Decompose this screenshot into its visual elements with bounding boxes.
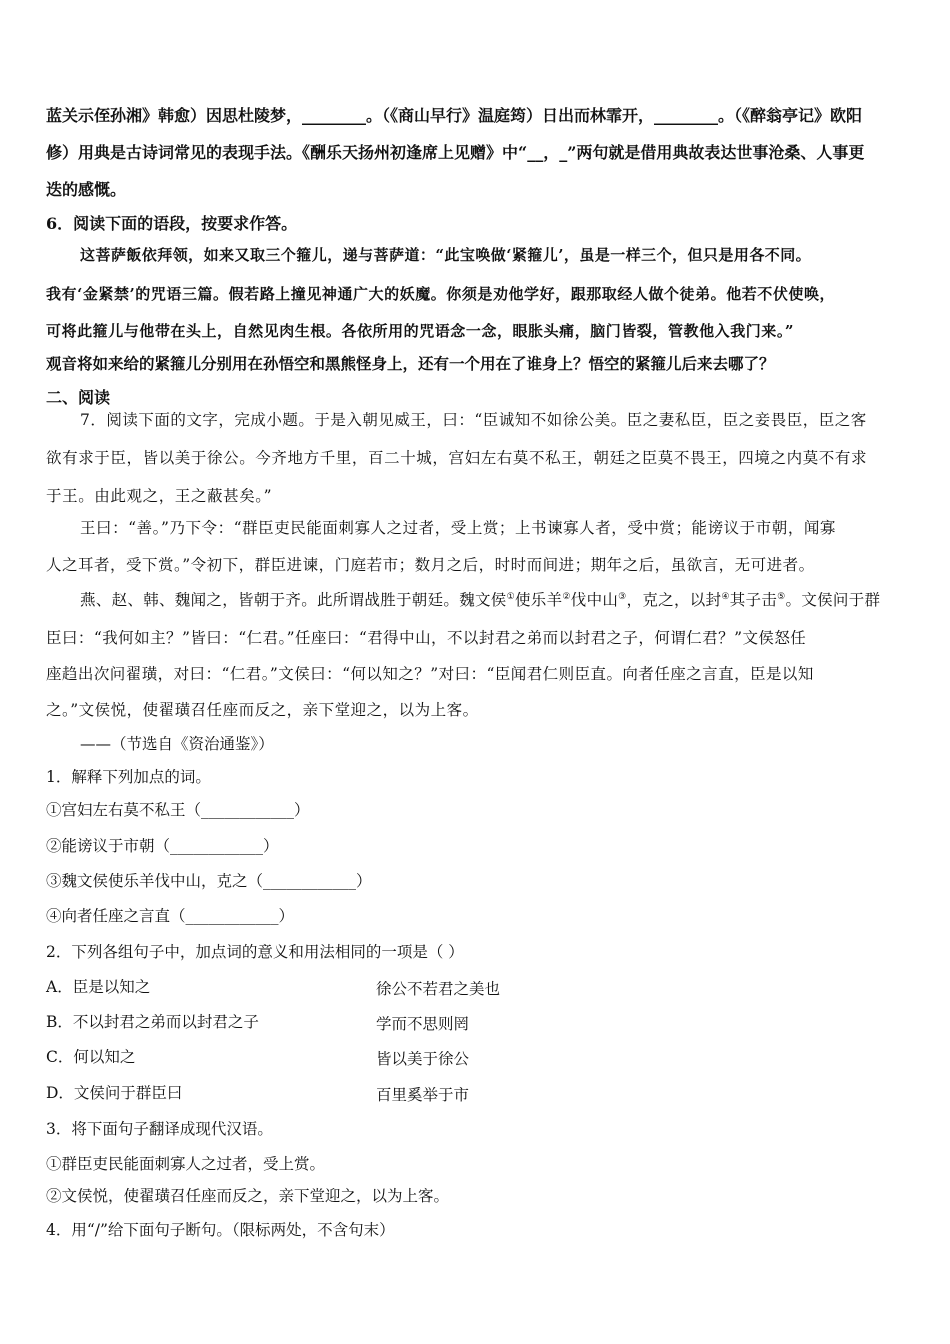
q7-line-9: 之。”文侯悦，使翟璜召任座而反之，亲下堂迎之，以为上客。 [46, 701, 479, 719]
q7-line-6-b: 使乐羊 [514, 591, 563, 609]
q7-line-3: 于王。由此观之，王之蔽甚矣。” [46, 487, 273, 505]
sub3-title: 3．将下面句子翻译成现代汉语。 [46, 1120, 273, 1138]
q6-passage-line-3: 可将此箍儿与他带在头上，自然见肉生根。各依所用的咒语念一念，眼胀头痛，脑门皆裂，管教他入我门来。” [46, 322, 795, 340]
q7-line-6 [80, 590, 880, 610]
sub1-item-4: ④向者任座之言直（____________） [46, 907, 295, 925]
section-2-title: 二、阅读 [46, 388, 111, 407]
q6-passage-line-2: 我有‘金紧禁’的咒语三篇。假若路上撞见神通广大的妖魔。你须是劝他学好，跟那取经人做个徒弟。他若不伏使唤， [46, 285, 836, 303]
q7-line-6-d: ，克之，以封 [626, 591, 722, 609]
q7-line-7: 臣曰：“我何如主？”皆曰：“仁君。”任座曰：“君得中山，不以封君之弟而以封君之子，何谓仁君？”文侯怒任 [46, 629, 807, 647]
q7-line-1: 7．阅读下面的文字，完成小题。于是入朝见威王，曰：“臣诚知不如徐公美。臣之妻私臣，臣之妾畏臣，臣之客 [80, 411, 867, 429]
sub2-option-a: A．臣是以知之 [46, 978, 151, 996]
top-line-1: 蓝关示侄孙湘》韩愈）因思杜陵梦，________。（《商山早行》温庭筠）日出而林霏开，________。（《醉翁亭记》欧阳 [46, 106, 863, 125]
footnote-4: ④ [721, 591, 730, 602]
q7-line-4: 王曰：“善。”乃下令：“群臣吏民能面刺寡人之过者，受上赏；上书谏寡人者，受中赏；能谤议于市朝，闻寡 [80, 519, 836, 537]
sub2-option-a-pair: 徐公不若君之美也 [376, 980, 501, 998]
top-line-3: 迭的感慨。 [46, 180, 127, 199]
q6-title: 6．阅读下面的语段，按要求作答。 [46, 214, 298, 233]
sub1-title: 1．解释下列加点的词。 [46, 768, 211, 786]
sub1-item-2: ②能谤议于市朝（____________） [46, 837, 279, 855]
sub2-option-d-pair: 百里奚举于市 [376, 1086, 470, 1104]
q7-line-2: 欲有求于臣，皆以美于徐公。今齐地方千里，百二十城，宫妇左右莫不私王，朝廷之臣莫不畏王，四境之内莫不有求 [46, 449, 868, 467]
top-line-2: 修）用典是古诗词常见的表现手法。《酬乐天扬州初逢席上见赠》中“__，_”两句就是借用典故表达世事沧桑、人事更 [46, 143, 865, 162]
sub1-item-1: ①宫妇左右莫不私王（____________） [46, 801, 310, 819]
q7-line-5: 人之耳者，受下赏。”令初下，群臣进谏，门庭若市；数月之后，时时而间进；期年之后，虽欲言，无可进者。 [46, 556, 815, 574]
q7-line-6-c: 伐中山 [570, 591, 619, 609]
footnote-3: ③ [618, 591, 627, 602]
sub2-option-b-pair: 学而不思则罔 [376, 1015, 470, 1033]
sub1-item-3: ③魏文侯使乐羊伐中山，克之（____________） [46, 872, 372, 890]
q7-line-8: 座趋出次问翟璜，对曰：“仁君。”文侯曰：“何以知之？”对曰：“臣闻君仁则臣直。向者任座之言直，臣是以知 [46, 665, 814, 683]
footnote-2: ② [562, 591, 571, 602]
sub2-title: 2．下列各组句子中，加点词的意义和用法相同的一项是（ ） [46, 943, 464, 961]
sub2-option-d: D．文侯问于群臣曰 [46, 1084, 183, 1102]
q6-question: 观音将如来给的紧箍儿分别用在孙悟空和黑熊怪身上，还有一个用在了谁身上？悟空的紧箍儿后来去哪了？ [46, 354, 775, 373]
sub2-option-b: B．不以封君之弟而以封君之子 [46, 1013, 259, 1031]
sub2-option-c: C．何以知之 [46, 1048, 136, 1066]
sub2-option-c-pair: 皆以美于徐公 [376, 1050, 470, 1068]
q6-passage-line-1: 这菩萨飯依拜领，如来又取三个箍儿，递与菩萨道：“此宝唤做‘紧箍儿’，虽是一样三个，但只是用各不同。 [80, 246, 812, 264]
sub4-title: 4．用“/”给下面句子断句。（限标两处，不含句末） [46, 1221, 395, 1239]
q7-line-6-e: 其子击 [729, 591, 778, 609]
q7-line-6-f: 。文侯问于群 [785, 591, 881, 609]
footnote-1: ① [506, 591, 515, 602]
footnote-5: ⑤ [777, 591, 786, 602]
q7-line-6-a: 燕、赵、韩、魏闻之，皆朝于齐。此所谓战胜于朝廷。魏文侯 [80, 591, 507, 609]
q7-source: ——（节选自《资治通鉴》） [80, 735, 274, 753]
sub3-item-1: ①群臣吏民能面刺寡人之过者，受上赏。 [46, 1155, 326, 1173]
sub3-item-2: ②文侯悦，使翟璜召任座而反之，亲下堂迎之，以为上客。 [46, 1187, 450, 1205]
